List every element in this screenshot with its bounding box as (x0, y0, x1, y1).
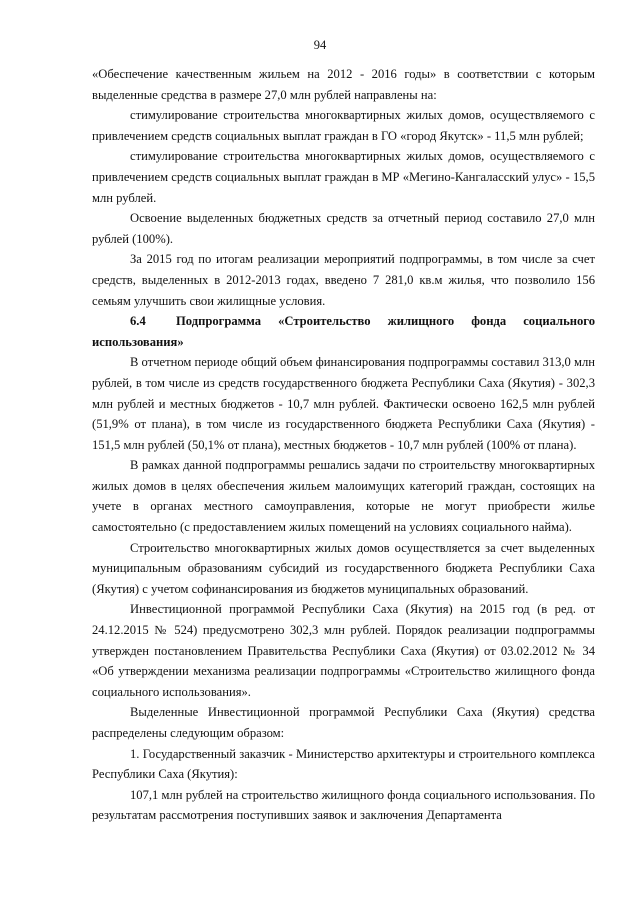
document-body (92, 64, 595, 826)
paragraph-yakutsk-funding: стимулирование строительства многоквартирных жилых домов, осуществляемого с привлечением средств социальных выплат граждан в ГО «город Якутск» - 11,5 млн рублей; (92, 108, 595, 143)
paragraph-megino-kangalassky-funding: стимулирование строительства многоквартирных жилых домов, осуществляемого с привлечением средств социальных выплат граждан в МР «Мегино-Кангаласский улус» - 15,5 млн рублей. (92, 149, 595, 205)
paragraph-budget-execution: Освоение выделенных бюджетных средств за отчетный период составило 27,0 млн рублей (100%). (92, 211, 595, 246)
section-number: 6.4 (130, 314, 146, 329)
paragraph-state-customer: 1. Государственный заказчик - Министерство архитектуры и строительного комплекса Республики Саха (Якутия): (92, 746, 595, 782)
page-number: 94 (313, 38, 327, 52)
paragraph-subprogram-tasks: В рамках данной подпрограммы решались задачи по строительству многоквартирных жилых домов в целях обеспечения жильем малоимущих категорий граждан, состоящих на учете в органах местного самоуправления, которые не могут приобрести жилье самостоятельно (с предоставлением жилых помещений на условиях социального найма). (92, 458, 595, 535)
paragraph-construction-subsidies: Строительство многоквартирных жилых домов осуществляется за счет выделенных муниципальным образованиям субсидий из государственного бюджета Республики Саха (Якутия) с учетом софинансирования из бюджетов муниципальных образований. (92, 540, 595, 596)
paragraph-program-intro: «Обеспечение качественным жильем на 2012 - 2016 годы» в соответствии с которым выделенные средства в размере 27,0 млн рублей направлены на: (92, 67, 595, 102)
paragraph-housing-fund-allocation: 107,1 млн рублей на строительство жилищного фонда социального использования. По результатам рассмотрения поступивших заявок и заключения Департамента (92, 787, 595, 823)
section-heading (92, 311, 595, 352)
paragraph-funds-distribution: Выделенные Инвестиционной программой Республики Саха (Якутия) средства распределены следующим образом: (92, 705, 595, 740)
paragraph-financing-volume: В отчетном периоде общий объем финансирования подпрограммы составил 313,0 млн рублей, в том числе из средств государственного бюджета Республики Саха (Якутия) - 302,3 млн рублей и местных бюджетов - 10,7 млн рублей. Фактически освоено 162,5 млн рублей (51,9% от плана), в том числе из государственного бюджета Республики Саха (Якутия) - 151,5 млн рублей (50,1% от плана), местных бюджетов - 10,7 млн рублей (100% от плана). (92, 355, 595, 452)
paragraph-results-2015: За 2015 год по итогам реализации мероприятий подпрограммы, в том числе за счет средств, выделенных в 2012-2013 годах, введено 7 281,0 кв.м жилья, что позволило 156 семьям улучшить свои жилищные условия. (92, 252, 595, 308)
section-title: Подпрограмма «Строительство жилищного фонда социального использования» (92, 314, 595, 349)
paragraph-investment-program: Инвестиционной программой Республики Саха (Якутия) на 2015 год (в ред. от 24.12.2015 № 524) предусмотрено 302,3 млн рублей. Порядок реализации подпрограммы утвержден постановлением Правительства Республики Саха (Якутия) от 03.02.2012 № 34 «Об утверждении механизма реализации подпрограммы «Строительство жилищного фонда социального использования». (92, 602, 595, 699)
